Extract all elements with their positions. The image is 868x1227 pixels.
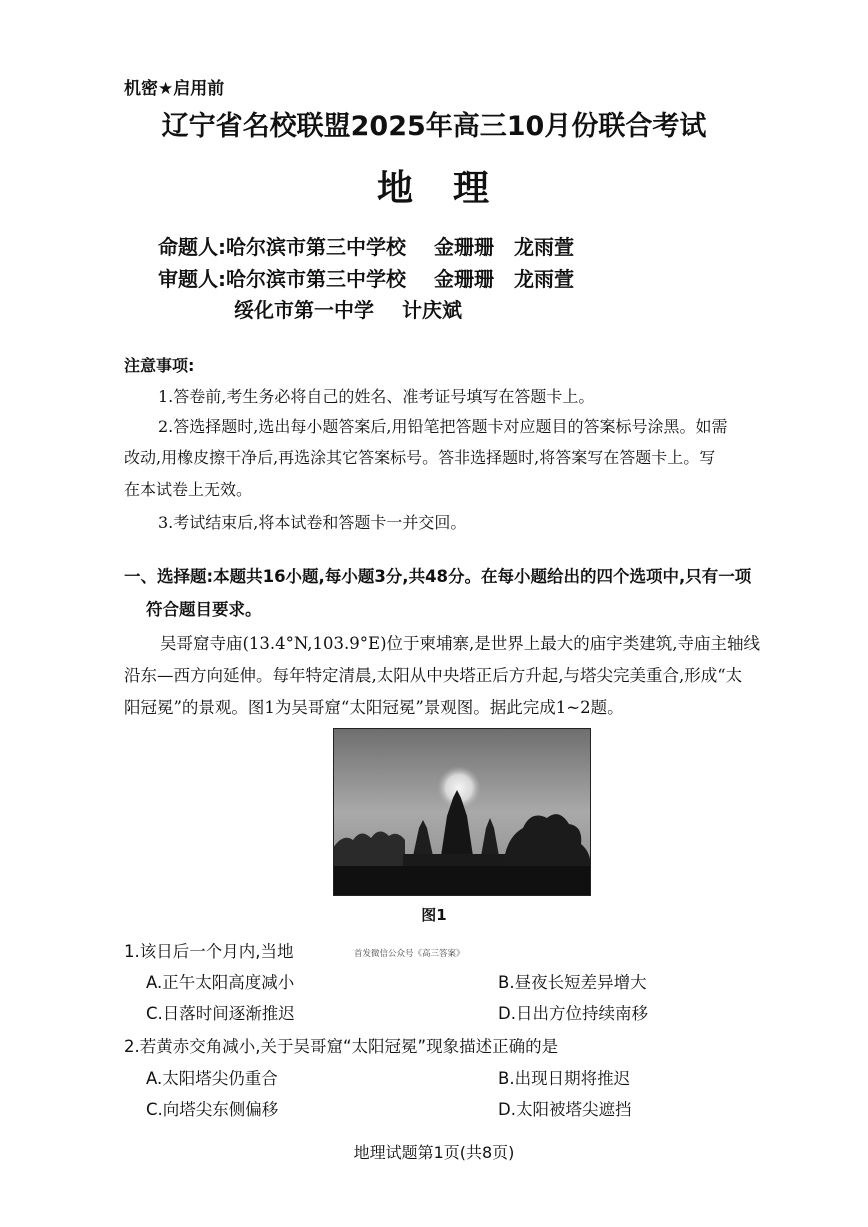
note-item-3: 3.考试结束后,将本试卷和答题卡一并交回。 xyxy=(158,513,467,532)
question-1-option-c: C.日落时间逐渐推迟 xyxy=(146,1004,295,1023)
question-2-option-a: A.太阳塔尖仍重合 xyxy=(146,1069,278,1088)
setter-names: 金珊珊 龙雨萱 xyxy=(434,235,574,259)
reviewer-names: 金珊珊 龙雨萱 xyxy=(434,267,574,291)
question-2-option-b: B.出现日期将推迟 xyxy=(498,1069,631,1088)
page-footer: 地理试题第1页(共8页) xyxy=(353,1143,515,1162)
setter-line xyxy=(158,231,574,260)
question-2-option-d: D.太阳被塔尖遮挡 xyxy=(498,1100,632,1119)
reviewer-school: 哈尔滨市第三中学校 xyxy=(226,267,406,291)
note-item-2-line-2: 改动,用橡皮擦干净后,再选涂其它答案标号。答非选择题时,将答案写在答题卡上。写 xyxy=(124,448,716,467)
question-1-option-b: B.昼夜长短差异增大 xyxy=(498,973,647,992)
passage-line-3: 阳冠冕”的景观。图1为吴哥窟“太阳冠冕”景观图。据此完成1~2题。 xyxy=(124,698,624,717)
reviewer2-line xyxy=(234,294,462,323)
reviewer2-school: 绥化市第一中学 xyxy=(234,298,374,322)
angkor-wat-photo xyxy=(333,728,591,896)
question-2-option-c: C.向塔尖东侧偏移 xyxy=(146,1100,279,1119)
setter-label: 命题人: xyxy=(158,235,226,259)
note-item-2-line-3: 在本试卷上无效。 xyxy=(124,480,253,499)
section-heading: 一、选择题:本题共16小题,每小题3分,共48分。在每小题给出的四个选项中,只有一项 xyxy=(124,567,752,586)
question-2-stem: 2.若黄赤交角减小,关于吴哥窟“太阳冠冕”现象描述正确的是 xyxy=(124,1037,559,1056)
question-1-option-d: D.日出方位持续南移 xyxy=(498,1004,648,1023)
notes-title: 注意事项: xyxy=(124,356,195,375)
question-1-stem: 1.该日后一个月内,当地 xyxy=(124,942,294,961)
note-item-2-line-1: 2.答选择题时,选出每小题答案后,用铅笔把答题卡对应题目的答案标号涂黑。如需 xyxy=(158,417,728,436)
secret-label: 机密★启用前 xyxy=(124,79,225,99)
section-heading-cont: 符合题目要求。 xyxy=(146,600,262,619)
note-item-1: 1.答卷前,考生务必将自己的姓名、准考证号填写在答题卡上。 xyxy=(158,387,595,406)
setter-school: 哈尔滨市第三中学校 xyxy=(226,235,406,259)
figure-caption: 图1 xyxy=(421,906,447,924)
subject-title: 地 理 xyxy=(376,168,491,209)
reviewer-line xyxy=(158,263,574,292)
exam-title: 辽宁省名校联盟2025年高三10月份联合考试 xyxy=(161,111,707,142)
passage-line-2: 沿东—西方向延伸。每年特定清晨,太阳从中央塔正后方升起,与塔尖完美重合,形成“太 xyxy=(124,666,743,685)
reviewer2-name: 计庆斌 xyxy=(402,298,462,322)
reviewer-label: 审题人: xyxy=(158,267,226,291)
watermark-text: 首发微信公众号《高三答案》 xyxy=(354,949,465,959)
passage-line-1: 吴哥窟寺庙(13.4°N,103.9°E)位于柬埔寨,是世界上最大的庙宇类建筑,寺庙主轴线 xyxy=(160,634,761,653)
question-1-option-a: A.正午太阳高度减小 xyxy=(146,973,295,992)
